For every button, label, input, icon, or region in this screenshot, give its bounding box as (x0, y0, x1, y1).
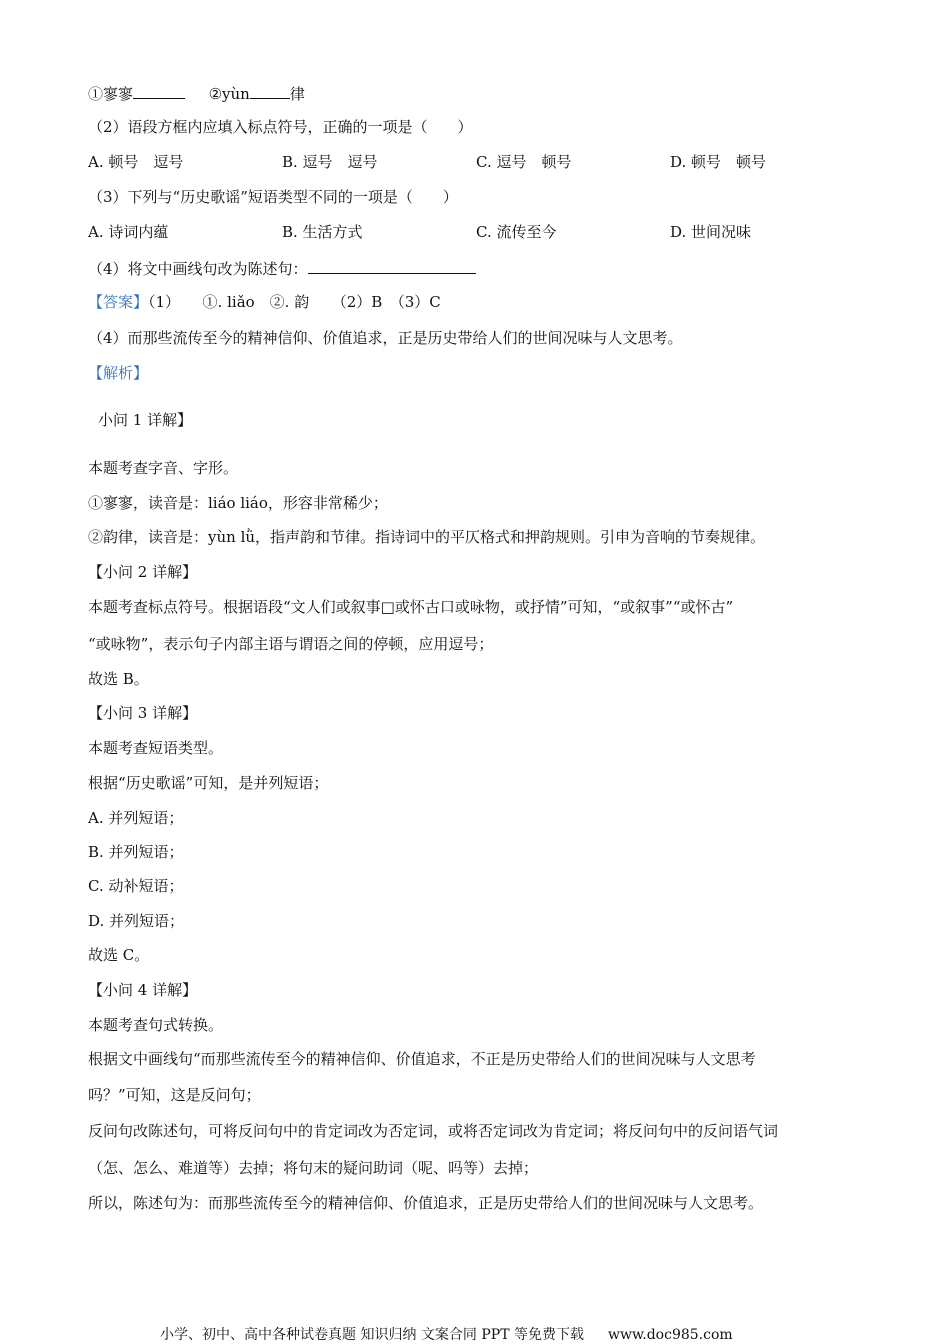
section-2-heading: 【小问 2 详解】 (88, 563, 198, 581)
q3-option-d: D. 世间况味 (670, 223, 752, 241)
q1-item2-suffix: 律 (289, 85, 305, 103)
section-3-line: A. 并列短语； (88, 809, 184, 827)
q3-stem: （3）下列与“历史歌谣”短语类型不同的一项是（ ） (88, 188, 458, 206)
section-3-line: D. 并列短语； (88, 912, 185, 930)
answer-line-1 (88, 292, 441, 314)
q2-option-d: D. 顿号 顿号 (670, 153, 767, 171)
section-3-line: 故选 C。 (88, 946, 150, 964)
section-3-line: 本题考查短语类型。 (88, 739, 224, 757)
q1-line (88, 82, 305, 104)
answer-line-2: （4）而那些流传至今的精神信仰、价值追求，正是历史带给人们的世间况味与人文思考。 (88, 329, 683, 347)
q3-option-a: A. 诗词内蕴 (88, 223, 169, 241)
section-1-line: 本题考查字音、字形。 (88, 459, 239, 477)
footer-site-link[interactable]: www.doc985.com (607, 1327, 733, 1343)
section-3-line: C. 动补短语； (88, 877, 184, 895)
section-4-heading: 【小问 4 详解】 (88, 981, 198, 999)
q3-option-c: C. 流传至今 (476, 223, 557, 241)
q1-item2-blank (250, 82, 290, 99)
section-2-line: 本题考查标点符号。根据语段“文人们或叙事□或怀古口或咏物，或抒情”可知，“或叙事”“或怀古” (88, 598, 734, 616)
q1-item1-label: ①寥寥 (88, 85, 134, 103)
section-3-heading: 【小问 3 详解】 (88, 704, 198, 722)
answer-text-1: （1） ①. liǎo ②. 韵 （2）B （3）C (148, 293, 441, 311)
answer-tag: 【答案】 (88, 293, 149, 311)
section-1-line: ①寥寥，读音是：liáo liáo，形容非常稀少； (88, 494, 388, 512)
section-2-line: 故选 B。 (88, 670, 149, 688)
section-2-line: “或咏物”，表示句子内部主语与谓语之间的停顿，应用逗号； (88, 635, 494, 653)
q1-item2-label: ②yùn (208, 85, 250, 103)
q1-item1-blank (133, 82, 185, 99)
section-3-line: 根据“历史歌谣”可知，是并列短语； (88, 774, 329, 792)
section-3-line: B. 并列短语； (88, 843, 184, 861)
section-4-line: 根据文中画线句“而那些流传至今的精神信仰、价值追求，不正是历史带给人们的世间况味与人文思考 (88, 1050, 756, 1068)
section-1-line: ②韵律，读音是：yùn lǜ，指声韵和节律。指诗词中的平仄格式和押韵规则。引申为音响的节奏规律。 (88, 528, 766, 546)
footer-text: 小学、初中、高中各种试卷真题 知识归纳 文案合同 PPT 等免费下载 (160, 1327, 584, 1343)
section-4-line: 吗？”可知，这是反问句； (88, 1086, 261, 1104)
page-footer (160, 1324, 733, 1344)
q4-blank (308, 257, 476, 274)
section-4-line: （怎、怎么、难道等）去掉；将句末的疑问助词（呢、吗等）去掉； (88, 1159, 539, 1177)
q4-stem: （4）将文中画线句改为陈述句： (88, 260, 308, 278)
q2-option-b: B. 逗号 逗号 (282, 153, 378, 171)
section-4-line: 所以，陈述句为：而那些流传至今的精神信仰、价值追求，正是历史带给人们的世间况味与人文思考。 (88, 1194, 764, 1212)
section-4-line: 反问句改陈述句，可将反问句中的肯定词改为否定词，或将否定词改为肯定词；将反问句中的反问语气词 (88, 1122, 779, 1140)
q4-line (88, 257, 476, 279)
q2-option-a: A. 顿号 逗号 (88, 153, 184, 171)
q2-option-c: C. 逗号 顿号 (476, 153, 572, 171)
q3-option-b: B. 生活方式 (282, 223, 363, 241)
q2-stem: （2）语段方框内应填入标点符号，正确的一项是（ ） (88, 118, 473, 136)
section-1-heading: 小问 1 详解】 (98, 411, 193, 429)
analysis-tag: 【解析】 (88, 364, 149, 382)
section-4-line: 本题考查句式转换。 (88, 1016, 224, 1034)
